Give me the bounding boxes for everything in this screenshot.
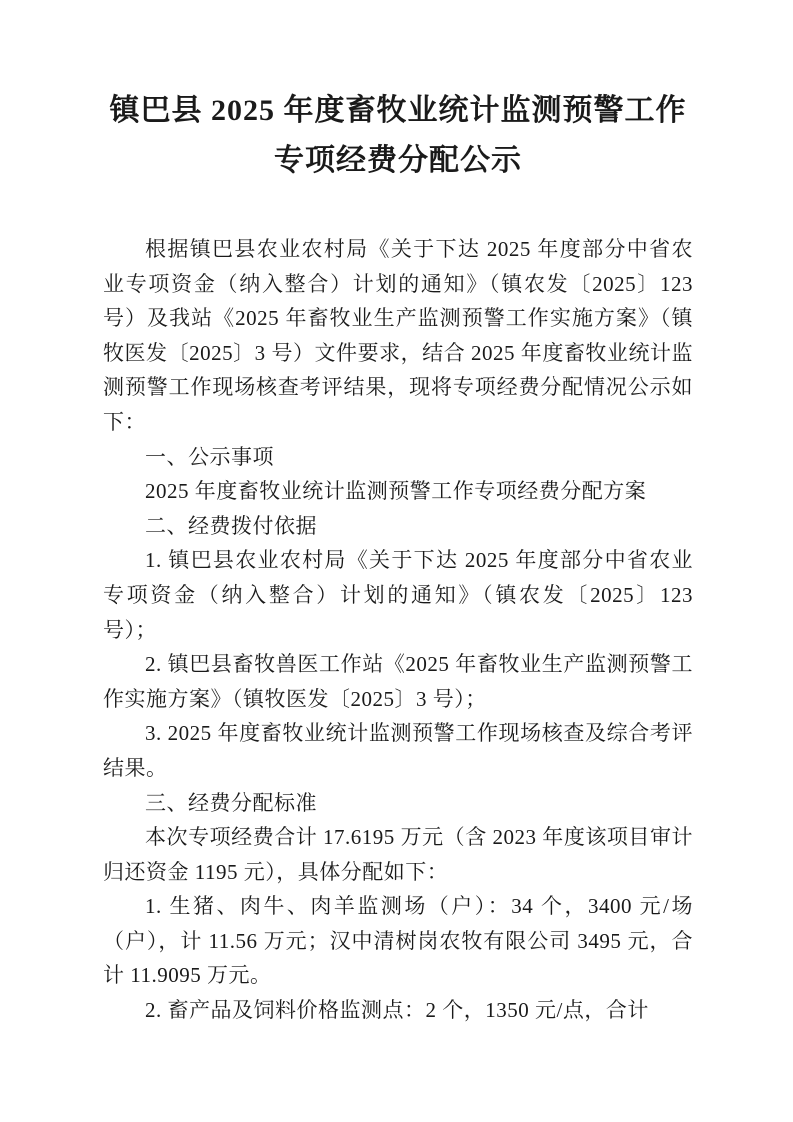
- paragraph-total-funds: 本次专项经费合计 17.6195 万元（含 2023 年度该项目审计归还资金 1195 元），具体分配如下：: [103, 825, 693, 884]
- document-body: [103, 232, 693, 1028]
- paragraph-intro: 根据镇巴县农业农村局《关于下达 2025 年度部分中省农业专项资金（纳入整合）计划的通知》（镇农发〔2025〕123 号）及我站《2025 年畜牧业生产监测预警工作实施方案》（镇牧医发〔2025〕3 号）文件要求，结合 2025 年度畜牧业统计监测预警工作现场核查考评结果，现将专项经费分配情况公示如下：: [103, 237, 693, 434]
- paragraph-basis-2: 2. 镇巴县畜牧兽医工作站《2025 年畜牧业生产监测预警工作实施方案》（镇牧医发〔2025〕3 号）；: [103, 652, 693, 711]
- paragraph-allocation-1: 1. 生猪、肉牛、肉羊监测场（户）：34 个，3400 元/场（户），计 11.56 万元；汉中清树岗农牧有限公司 3495 元，合计 11.9095 万元。: [103, 894, 693, 988]
- title-line-1: 镇巴县 2025 年度畜牧业统计监测预警工作: [109, 94, 687, 127]
- heading-section-3: 三、经费分配标准: [145, 790, 317, 815]
- title-line-2: 专项经费分配公示: [274, 144, 522, 177]
- document-title: [103, 86, 693, 186]
- paragraph-basis-3: 3. 2025 年度畜牧业统计监测预警工作现场核查及综合考评结果。: [103, 721, 693, 780]
- heading-section-2: 二、经费拨付依据: [145, 513, 317, 538]
- heading-section-1: 一、公示事项: [145, 444, 274, 469]
- paragraph-section-1-content: 2025 年度畜牧业统计监测预警工作专项经费分配方案: [145, 479, 647, 504]
- paragraph-basis-1: 1. 镇巴县农业农村局《关于下达 2025 年度部分中省农业专项资金（纳入整合）计划的通知》（镇农发〔2025〕123 号）；: [103, 548, 693, 642]
- paragraph-allocation-2: 2. 畜产品及饲料价格监测点：2 个，1350 元/点，合计: [145, 998, 649, 1023]
